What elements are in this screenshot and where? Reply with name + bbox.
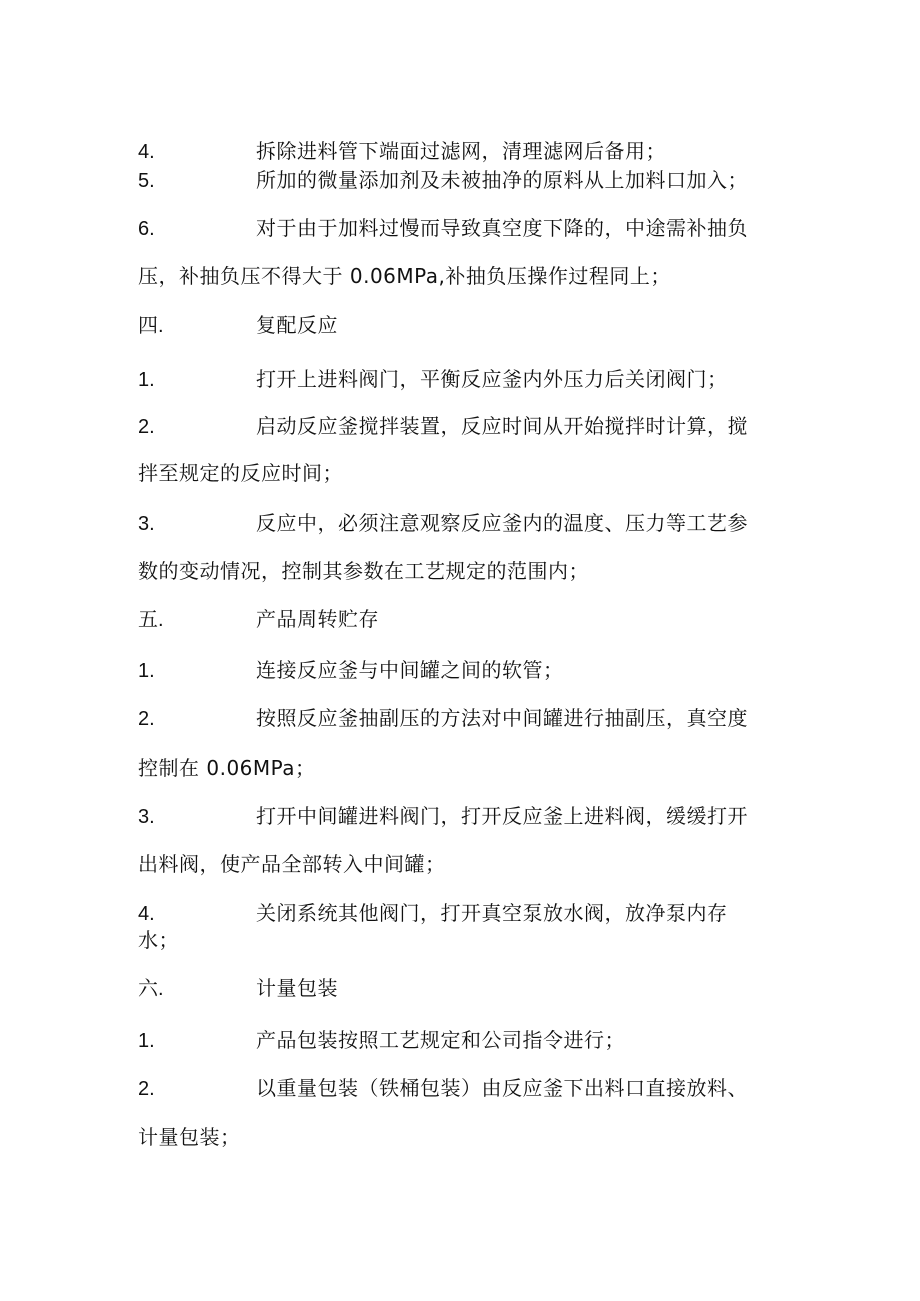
list-item	[138, 511, 748, 536]
item-number: 4.	[138, 141, 155, 163]
item-text: 所加的微量添加剂及未被抽净的原料从上加料口加入；	[256, 168, 748, 192]
item-text: 控制在 0.06MPa；	[138, 756, 316, 780]
list-item-continuation	[138, 264, 671, 288]
list-item	[138, 367, 728, 392]
list-item-continuation	[138, 756, 316, 780]
item-text: 打开上进料阀门，平衡反应釜内外压力后关闭阀门；	[256, 367, 728, 391]
item-number: 2.	[138, 416, 155, 438]
list-item-continuation	[138, 852, 446, 876]
section-title: 产品周转贮存	[256, 607, 379, 631]
item-number: 2.	[138, 708, 155, 730]
list-item-continuation	[138, 928, 179, 952]
section-heading	[138, 313, 338, 338]
list-item-continuation	[138, 461, 343, 485]
list-item	[138, 1076, 748, 1101]
list-item	[138, 658, 564, 683]
item-text: 产品包装按照工艺规定和公司指令进行；	[256, 1028, 625, 1052]
item-text: 数的变动情况，控制其参数在工艺规定的范围内；	[138, 559, 589, 583]
item-text: 反应中，必须注意观察反应釜内的温度、压力等工艺参	[256, 511, 748, 535]
item-number: 4.	[138, 903, 155, 925]
item-text: 对于由于加料过慢而导致真空度下降的，中途需补抽负	[256, 216, 748, 240]
item-number: 3.	[138, 806, 155, 828]
list-item	[138, 1028, 625, 1053]
list-item	[138, 168, 748, 193]
list-item-continuation	[138, 1125, 241, 1149]
item-text: 计量包装；	[138, 1125, 241, 1149]
list-item	[138, 901, 728, 926]
item-text: 拆除进料管下端面过滤网，清理滤网后备用；	[256, 139, 666, 163]
list-item	[138, 706, 748, 731]
item-number: 5.	[138, 170, 155, 192]
item-number: 3.	[138, 513, 155, 535]
list-item-continuation	[138, 559, 589, 583]
list-item	[138, 414, 748, 439]
item-text: 拌至规定的反应时间；	[138, 461, 343, 485]
list-item	[138, 139, 666, 164]
item-number: 1.	[138, 1030, 155, 1052]
item-text: 水；	[138, 928, 179, 952]
item-number: 1.	[138, 660, 155, 682]
section-number: 五.	[138, 609, 164, 631]
item-text: 出料阀，使产品全部转入中间罐；	[138, 852, 446, 876]
section-number: 四.	[138, 315, 164, 337]
list-item	[138, 216, 748, 241]
list-item	[138, 804, 748, 829]
item-text: 启动反应釜搅拌装置，反应时间从开始搅拌时计算，搅	[256, 414, 748, 438]
section-heading	[138, 607, 379, 632]
section-title: 计量包装	[256, 976, 338, 1000]
section-title: 复配反应	[256, 313, 338, 337]
item-number: 6.	[138, 218, 155, 240]
item-text: 以重量包装（铁桶包装）由反应釜下出料口直接放料、	[256, 1076, 748, 1100]
section-number: 六.	[138, 978, 164, 1000]
item-text: 关闭系统其他阀门，打开真空泵放水阀，放净泵内存	[256, 901, 728, 925]
item-number: 2.	[138, 1078, 155, 1100]
item-number: 1.	[138, 369, 155, 391]
item-text: 压，补抽负压不得大于 0.06MPa,补抽负压操作过程同上；	[138, 264, 671, 288]
item-text: 打开中间罐进料阀门，打开反应釜上进料阀，缓缓打开	[256, 804, 748, 828]
section-heading	[138, 976, 338, 1001]
item-text: 连接反应釜与中间罐之间的软管；	[256, 658, 564, 682]
item-text: 按照反应釜抽副压的方法对中间罐进行抽副压，真空度	[256, 706, 748, 730]
